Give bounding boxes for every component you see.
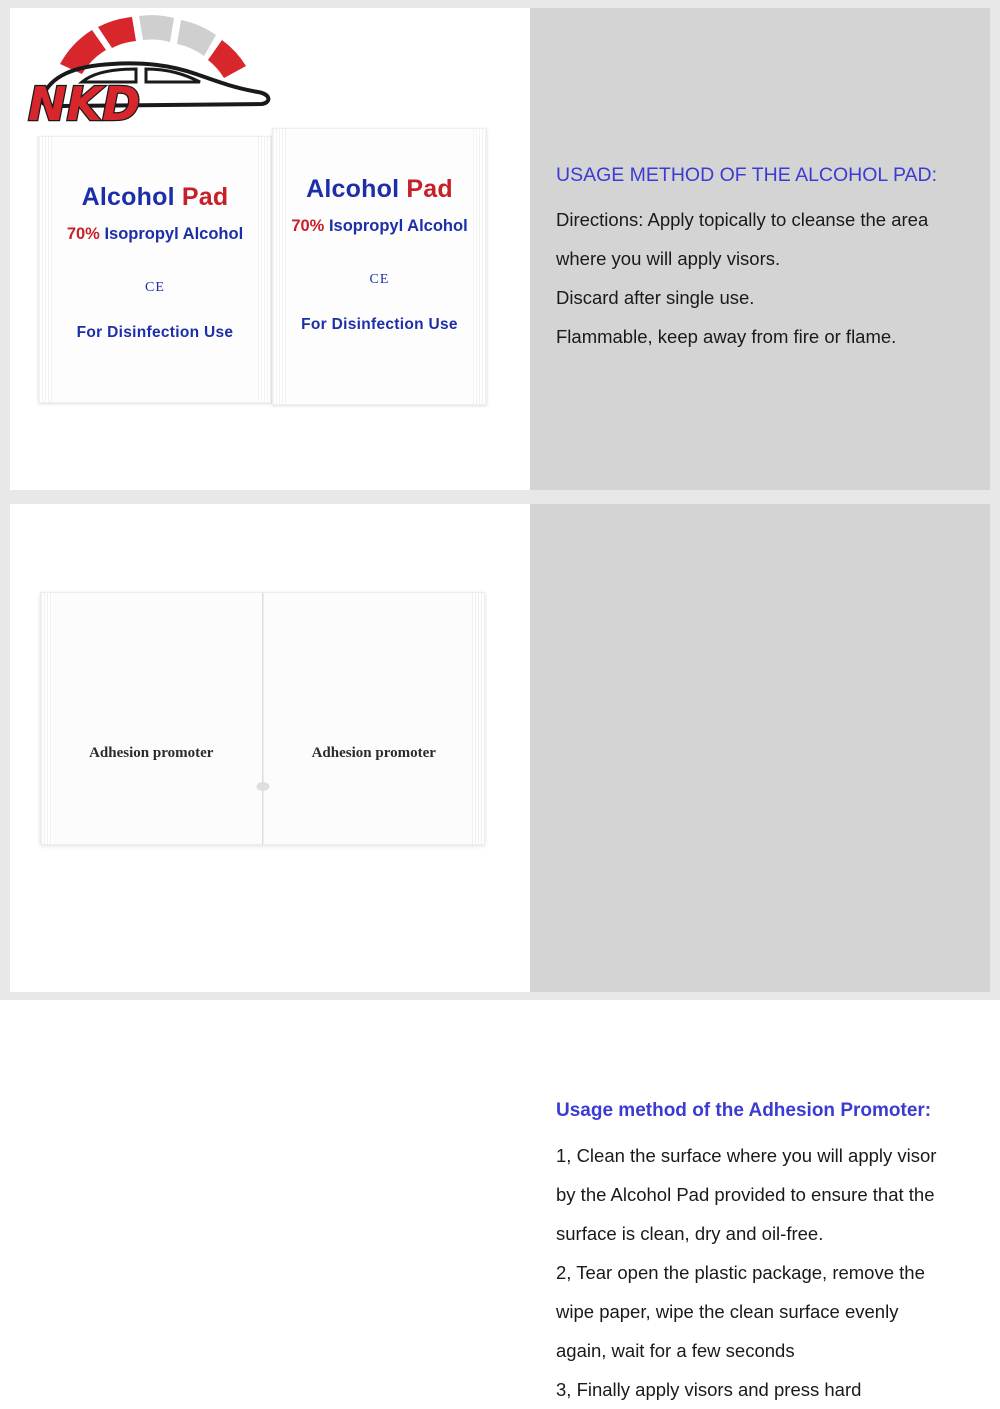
pad-footer-left: For Disinfection Use (76, 324, 234, 341)
alcohol-pad-line-3: Discard after single use. (556, 287, 755, 308)
pad-title-left: Alcohol Pad (81, 183, 229, 211)
pad-footer-right: For Disinfection Use (301, 316, 458, 333)
adhesion-promoter-line-5: wipe paper, wipe the clean surface evenly (556, 1301, 899, 1322)
adhesion-promoter-line-7: 3, Finally apply visors and press hard (556, 1379, 862, 1400)
ce-mark-left: CE (145, 280, 165, 295)
pad-subtitle-right: 70% Isopropyl Alcohol (291, 217, 468, 235)
alcohol-pad-left (38, 136, 272, 403)
alcohol-pad-line-1: Directions: Apply topically to cleanse the area (556, 209, 929, 230)
adhesion-promoter-line-2: by the Alcohol Pad provided to ensure that the (556, 1184, 935, 1205)
alcohol-pad-instructions (530, 8, 990, 490)
ce-mark-right: CE (369, 272, 390, 287)
adhesion-promoter-line-6: again, wait for a few seconds (556, 1340, 795, 1361)
alcohol-pad-line-4: Flammable, keep away from fire or flame. (556, 326, 897, 347)
bottom-panel (10, 504, 990, 1400)
pad-title-right: Alcohol Pad (306, 175, 453, 203)
adhesion-promoter-line-1: 1, Clean the surface where you will apply visor (556, 1145, 937, 1166)
alcohol-pad-right (272, 128, 487, 405)
nkd-logo (20, 12, 290, 131)
alcohol-pad-photo (10, 8, 530, 490)
adhesion-promoter-sachet-right (263, 592, 486, 845)
pad-subtitle-left: 70% Isopropyl Alcohol (66, 225, 244, 243)
alcohol-pad-heading: USAGE METHOD OF THE ALCOHOL PAD: (556, 164, 938, 186)
tear-notch-icon (256, 782, 269, 791)
adhesion-promoter-line-3: surface is clean, dry and oil-free. (556, 1223, 824, 1244)
adhesion-promoter-photo (10, 504, 530, 992)
sachet-serration-right (473, 129, 486, 404)
adhesion-promoter-heading: Usage method of the Adhesion Promoter: (556, 1100, 932, 1121)
top-panel (10, 8, 990, 490)
sachet-serration-left (41, 593, 53, 844)
sachet-label-right: Adhesion promoter (311, 745, 436, 761)
adhesion-promoter-instructions (530, 504, 990, 1400)
adhesion-promoter-sachet-left (40, 592, 263, 845)
sachet-serration-right (258, 137, 271, 402)
sachet-serration-left (273, 129, 286, 404)
logo-wordmark: NKD (28, 77, 141, 131)
adhesion-promoter-sachets (40, 592, 485, 845)
sachet-serration-right (472, 593, 484, 844)
alcohol-pad-line-2: where you will apply visors. (556, 248, 781, 269)
sachet-serration-left (39, 137, 52, 402)
sachet-label-left: Adhesion promoter (89, 745, 214, 761)
adhesion-promoter-line-4: 2, Tear open the plastic package, remove the (556, 1262, 925, 1283)
